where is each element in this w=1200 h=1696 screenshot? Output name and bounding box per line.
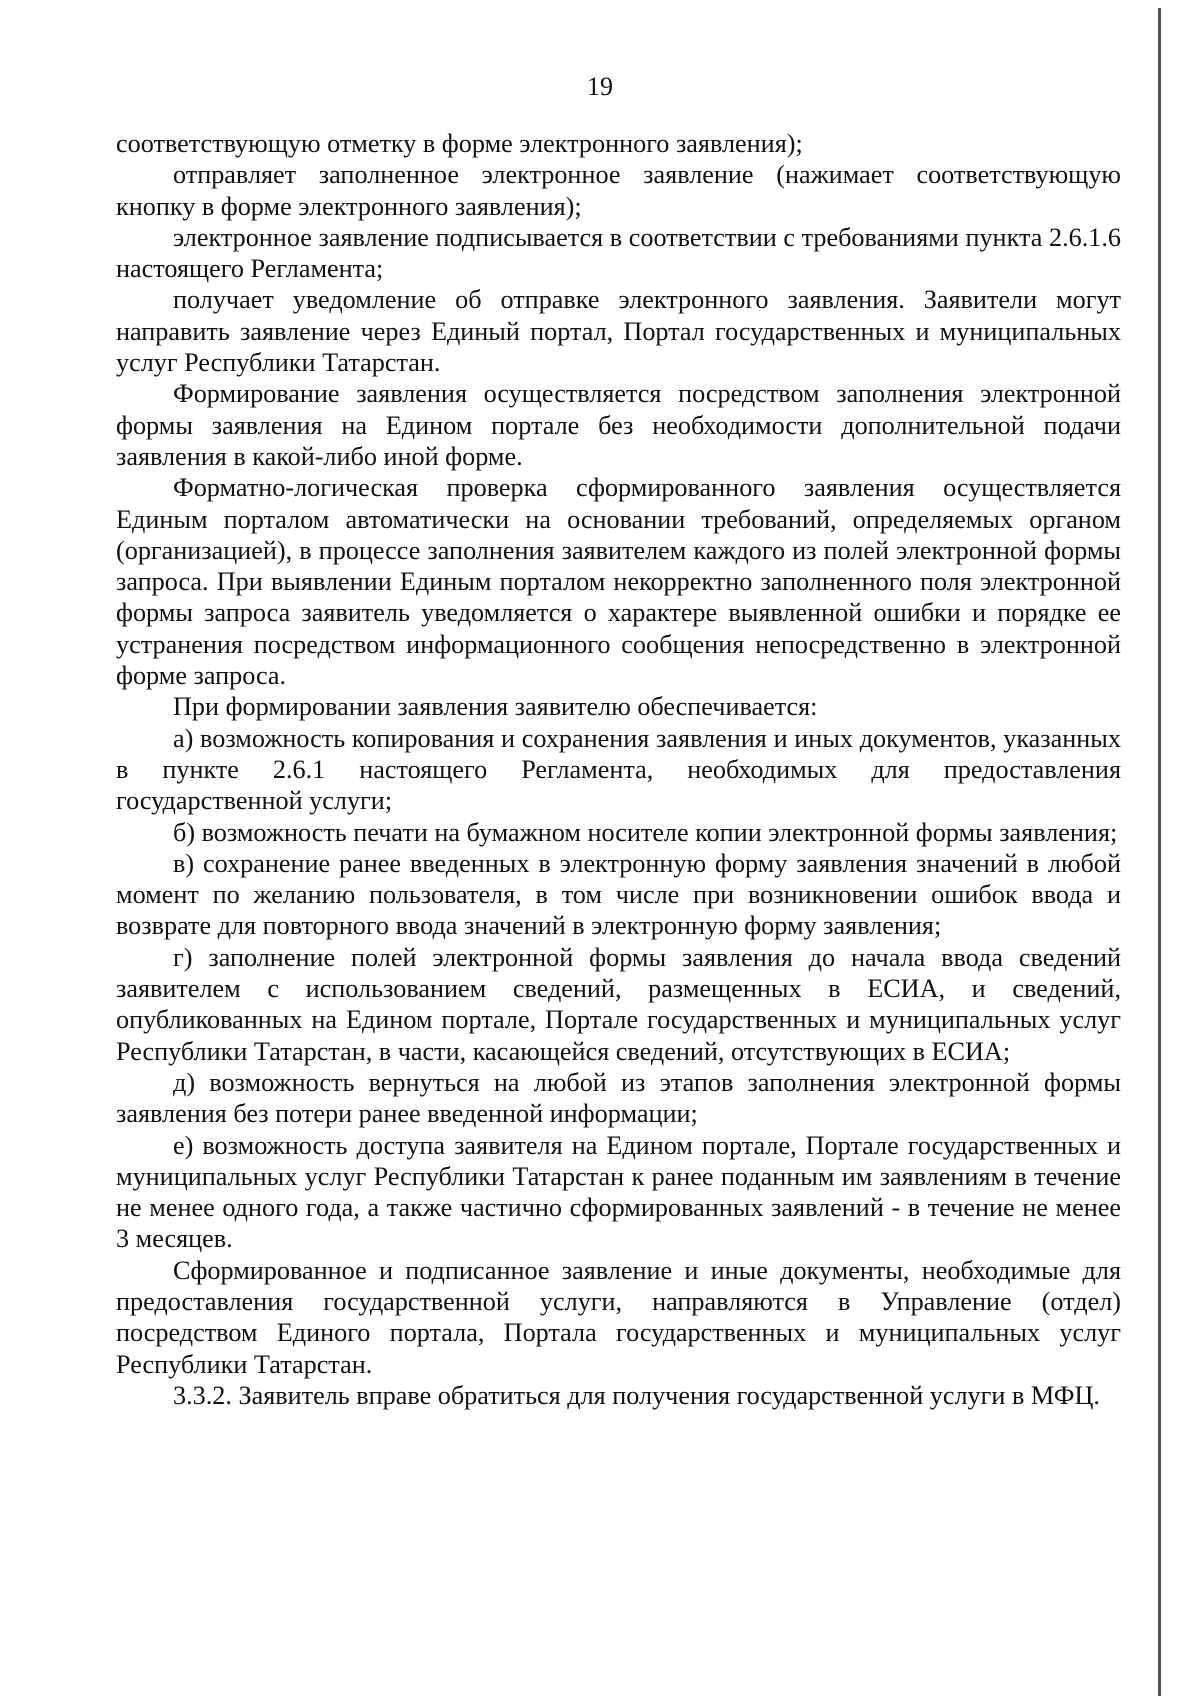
- scan-edge-line: [1158, 8, 1161, 1696]
- document-body: [116, 128, 1121, 1411]
- list-item-e: е) возможность доступа заявителя на Едином портале, Портале государственных и муниципальных услуг Республики Татарстан к ранее поданным им заявлениям в течение не менее одного года, а также частично сформированных заявлений - в течение не менее 3 месяцев.: [116, 1130, 1121, 1254]
- paragraph-submit-form: отправляет заполненное электронное заявление (нажимает соответствующую кнопку в форме электронного заявления);: [116, 160, 1121, 221]
- paragraph-format-check: Форматно-логическая проверка сформированного заявления осуществляется Единым порталом автоматически на основании требований, определяемых органом (организацией), в процессе заполнения заявителем каждого из полей электронной формы запроса. При выявлении Единым порталом некорректно заполненного поля электронной формы запроса заявитель уведомляется о характере выявленной ошибки и порядке ее устранения посредством информационного сообщения непосредственно в электронной форме запроса.: [116, 473, 1121, 691]
- list-item-d: д) возможность вернуться на любой из этапов заполнения электронной формы заявления без потери ранее введенной информации;: [116, 1067, 1121, 1129]
- paragraph-submission: Сформированное и подписанное заявление и иные документы, необходимые для предоставления государственной услуги, направляются в Управление (отдел) посредством Единого портала, Портала государственных и муниципальных услуг Республики Татарстан.: [116, 1255, 1121, 1379]
- paragraph-continuation: соответствующую отметку в форме электронного заявления);: [116, 129, 803, 158]
- list-item-b: б) возможность печати на бумажном носителе копии электронной формы заявления;: [173, 817, 1118, 847]
- paragraph-notification: получает уведомление об отправке электронного заявления. Заявители могут направить заявление через Единый портал, Портал государственных и муниципальных услуг Республики Татарстан.: [116, 285, 1121, 378]
- section-3-3-2: 3.3.2. Заявитель вправе обратиться для получения государственной услуги в МФЦ.: [173, 1380, 1100, 1410]
- list-item-g: г) заполнение полей электронной формы заявления до начала ввода сведений заявителем с использованием сведений, размещенных в ЕСИА, и сведений, опубликованных на Едином портале, Портале государственных и муниципальных услуг Республики Татарстан, в части, касающейся сведений, отсутствующих в ЕСИА;: [116, 942, 1121, 1066]
- paragraph-form-filling: Формирование заявления осуществляется посредством заполнения электронной формы заявления на Едином портале без необходимости дополнительной подачи заявления в какой-либо иной форме.: [116, 379, 1121, 471]
- paragraph-provided-features-intro: При формировании заявления заявителю обеспечивается:: [173, 692, 818, 722]
- list-item-a: а) возможность копирования и сохранения заявления и иных документов, указанных в пункте 2.6.1 настоящего Регламента, необходимых для предоставления государственной услуги;: [116, 723, 1121, 816]
- list-item-v: в) сохранение ранее введенных в электронную форму заявления значений в любой момент по желанию пользователя, в том числе при возникновении ошибок ввода и возврате для повторного ввода значений в электронную форму заявления;: [116, 848, 1121, 941]
- page-number: 19: [587, 72, 613, 101]
- paragraph-signature: электронное заявление подписывается в соответствии с требованиями пункта 2.6.1.6 настоящего Регламента;: [116, 222, 1121, 284]
